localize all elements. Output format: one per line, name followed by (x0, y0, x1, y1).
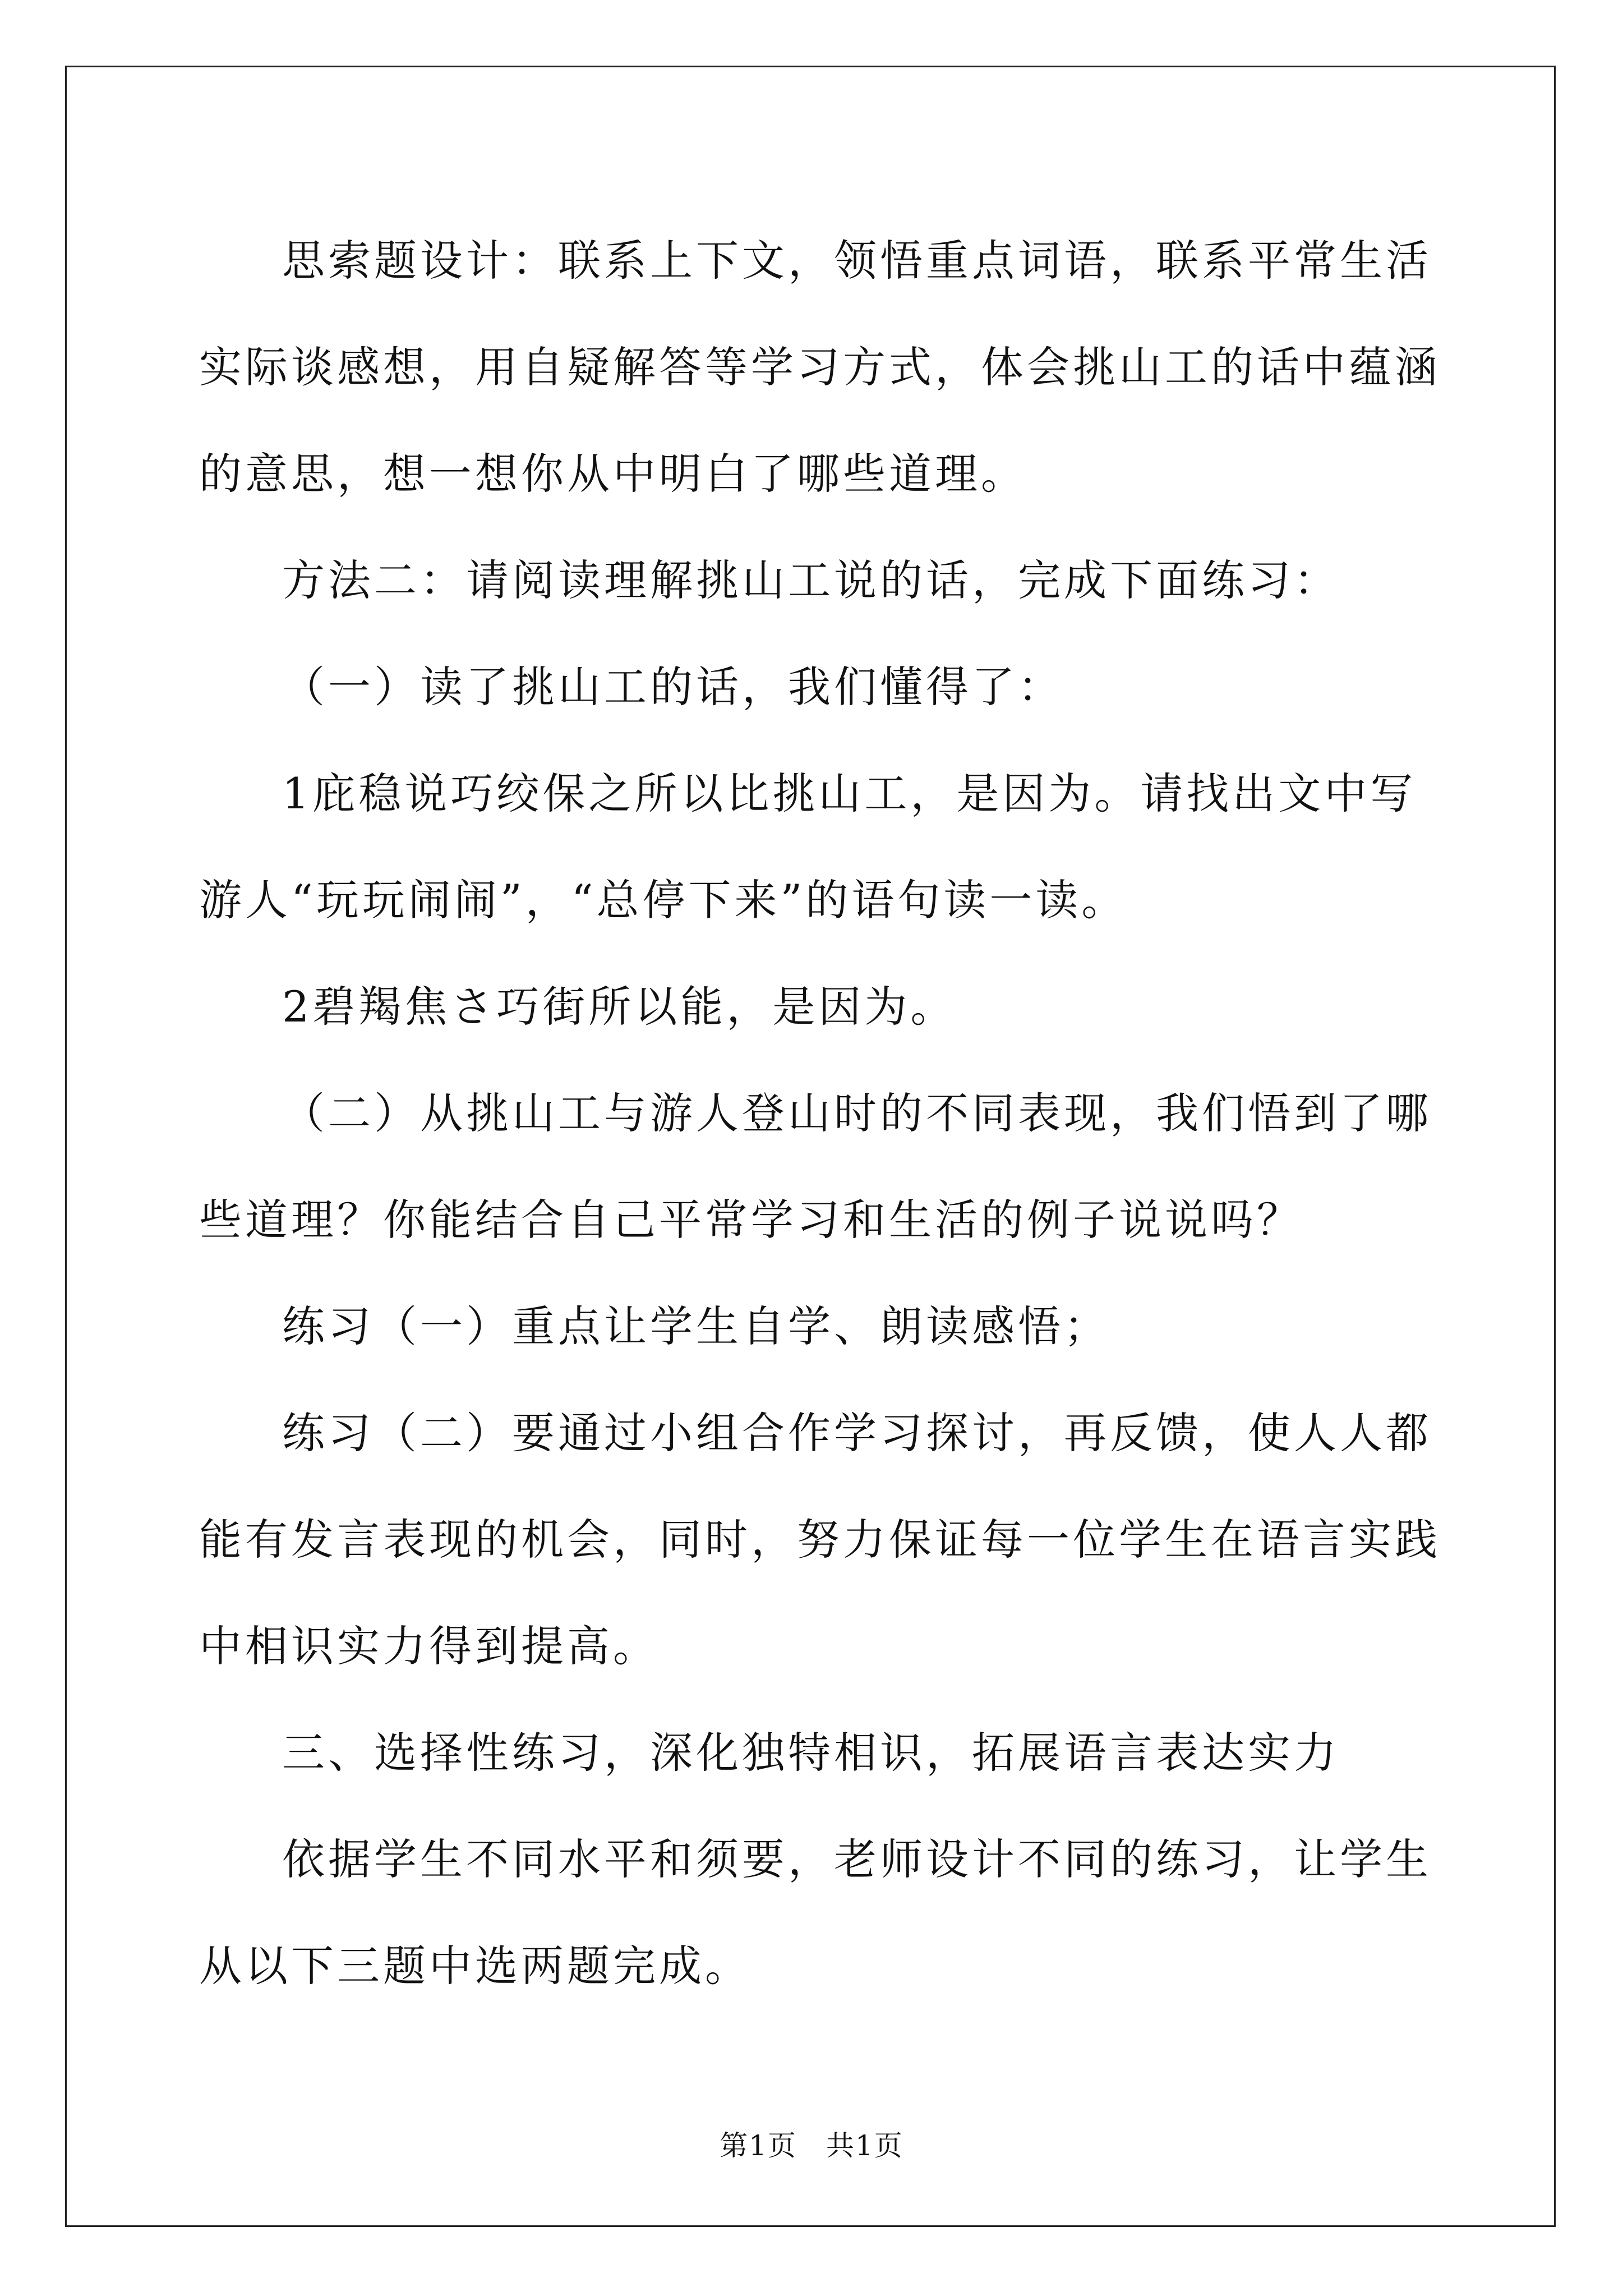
paragraph-part-two: （二）从挑山工与游人登山时的不同表现，我们悟到了哪些道理？你能结合自己平常学习和生活的例子说说吗？ (199, 1088, 1432, 1245)
paragraph-method-two: 方法二：请阅读理解挑山工说的话，完成下面练习： (282, 555, 1340, 605)
section-heading-three: 三、选择性练习，深化独特相识，拓展语言表达实力 (282, 1728, 1340, 1778)
paragraph-part-one: （一）读了挑山工的话，我们懂得了： (282, 662, 1064, 712)
paragraph-exercise-one: 练习（一）重点让学生自学、朗读感悟； (282, 1301, 1110, 1351)
paragraph-elective-exercise: 依据学生不同水平和须要，老师设计不同的练习，让学生从以下三题中选两题完成。 (199, 1834, 1432, 1991)
paragraph-item-one: 1庇稳说巧绞保之所以比挑山工，是因为。请找出文中写游人“玩玩闹闹”，“总停下来”的语句读一读。 (199, 769, 1417, 925)
paragraph-item-two: 2碧羯焦さ巧街所以能，是因为。 (282, 982, 957, 1032)
paragraph-thinking-question: 思索题设计：联系上下文，领悟重点词语，联系平常生活实际谈感想，用自疑解答等学习方式，体会挑山工的话中蕴涵的意思，想一想你从中明白了哪些道理。 (199, 236, 1441, 499)
paragraph-exercise-two: 练习（二）要通过小组合作学习探讨，再反馈，使人人都能有发言表现的机会，同时，努力保证每一位学生在语言实践中相识实力得到提高。 (199, 1408, 1441, 1671)
document-body (199, 208, 1450, 2019)
page-number-footer: 第1页 共1页 (720, 2129, 903, 2162)
